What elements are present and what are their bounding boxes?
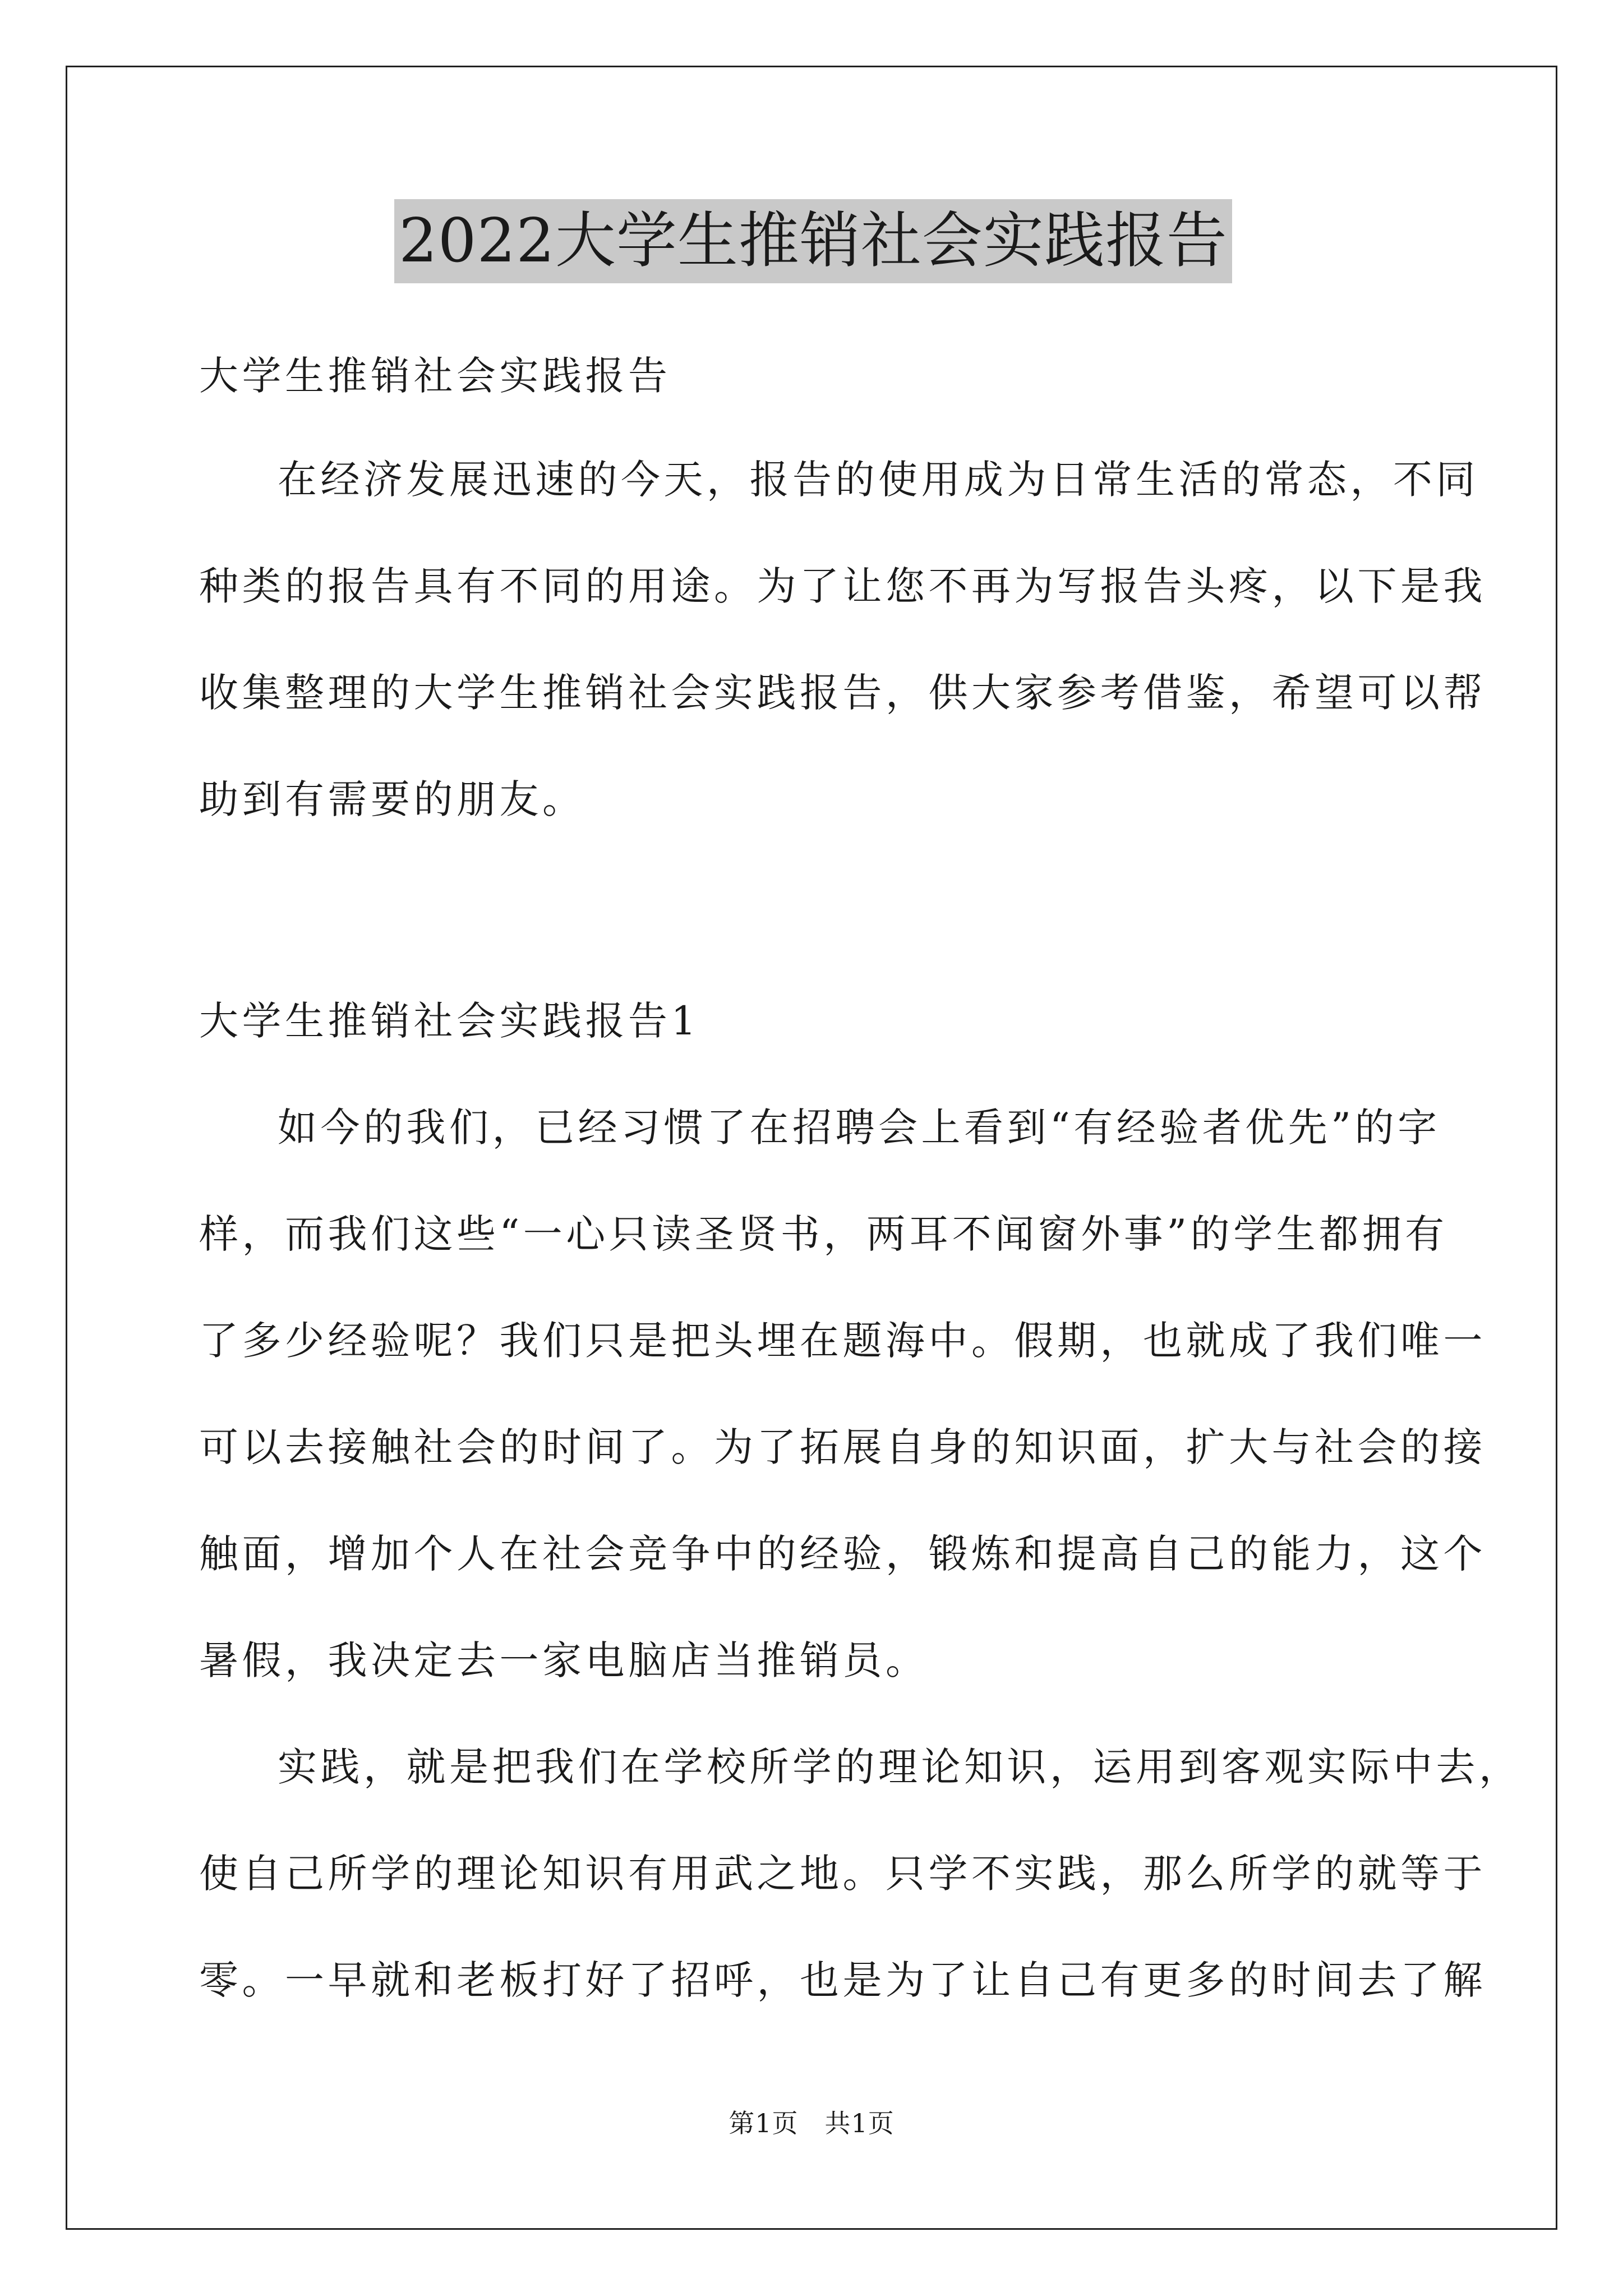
- subtitle: 大学生推销社会实践报告: [199, 353, 671, 399]
- paragraph2-line-2: 使自己所学的理论知识有用武之地。只学不实践，那么所学的就等于: [199, 1851, 1486, 1897]
- paragraph1-line-3: 了多少经验呢？我们只是把头埋在题海中。假期，也就成了我们唯一: [199, 1318, 1486, 1364]
- paragraph1-line-4: 可以去接触社会的时间了。为了拓展自身的知识面，扩大与社会的接: [199, 1424, 1486, 1470]
- title-container: [199, 199, 1427, 283]
- intro-line-1: 在经济发展迅速的今天，报告的使用成为日常生活的常态，不同: [278, 457, 1479, 503]
- intro-line-4: 助到有需要的朋友。: [199, 776, 585, 822]
- paragraph1-line-2: 样，而我们这些“一心只读圣贤书，两耳不闻窗外事”的学生都拥有: [199, 1211, 1448, 1257]
- paragraph1-line-1: 如今的我们，已经习惯了在招聘会上看到“有经验者优先”的字: [278, 1105, 1441, 1151]
- paragraph1-line-5: 触面，增加个人在社会竞争中的经验，锻炼和提高自己的能力，这个: [199, 1531, 1486, 1577]
- paragraph2-line-1: 实践，就是把我们在学校所学的理论知识，运用到客观实际中去，: [278, 1744, 1522, 1790]
- intro-line-3: 收集整理的大学生推销社会实践报告，供大家参考借鉴，希望可以帮: [199, 670, 1486, 716]
- intro-line-2: 种类的报告具有不同的用途。为了让您不再为写报告头疼，以下是我: [199, 563, 1486, 609]
- paragraph1-line-6: 暑假，我决定去一家电脑店当推销员。: [199, 1637, 929, 1683]
- paragraph2-line-3: 零。一早就和老板打好了招呼，也是为了让自己有更多的时间去了解: [199, 1957, 1486, 2003]
- section-heading: 大学生推销社会实践报告1: [199, 998, 700, 1044]
- document-title: 2022大学生推销社会实践报告: [394, 199, 1232, 283]
- page-footer: 第1页 共1页: [728, 2108, 895, 2138]
